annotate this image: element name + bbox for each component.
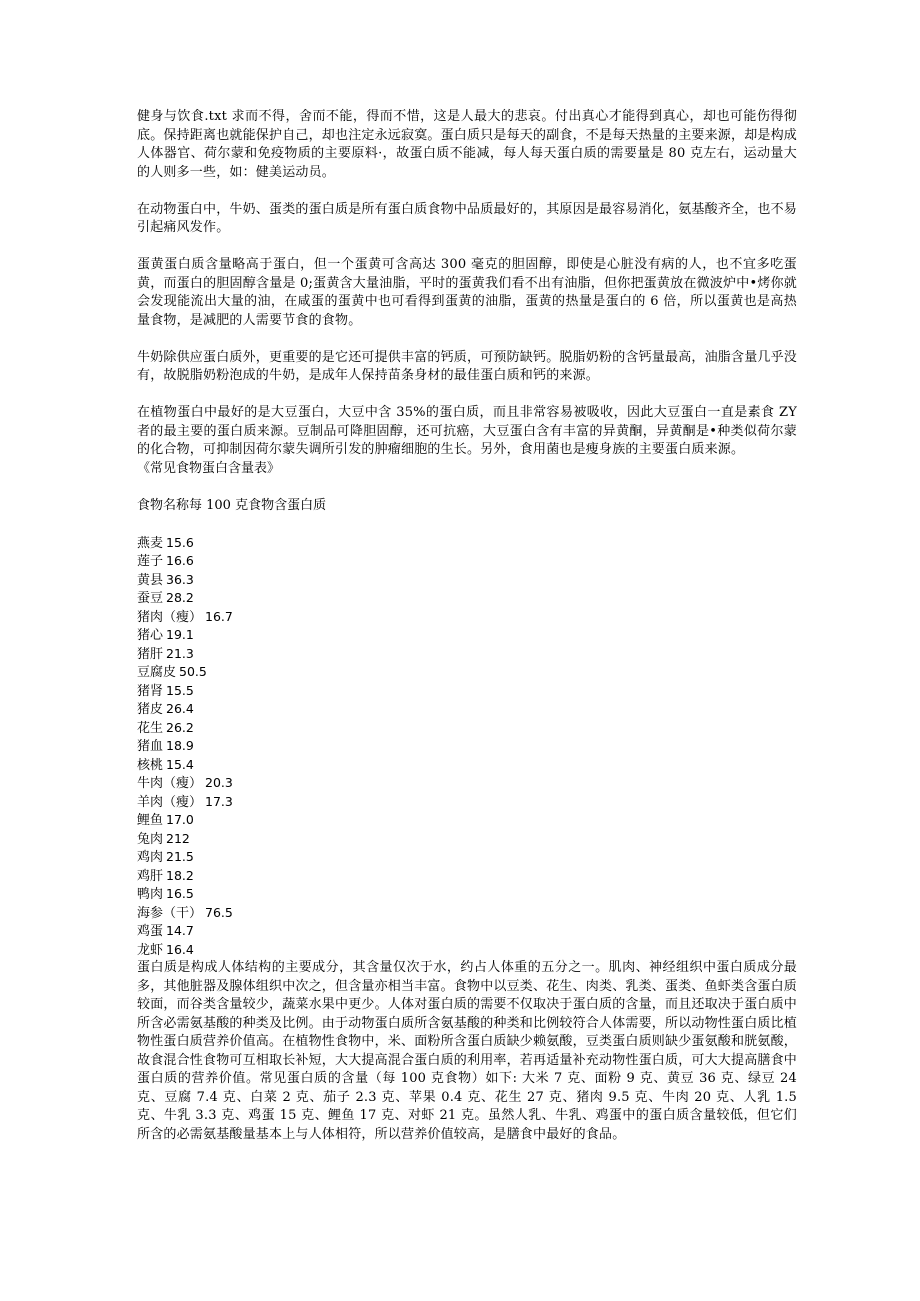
food-name: 莲子 bbox=[137, 554, 164, 569]
food-name: 蚕豆 bbox=[137, 591, 164, 606]
list-item bbox=[137, 608, 797, 627]
list-item bbox=[137, 941, 797, 960]
food-protein-value: 26.2 bbox=[166, 719, 194, 735]
paragraph-plant-protein: 在植物蛋白中最好的是大豆蛋白，大豆中含 35%的蛋白质，而且非常容易被吸收，因此大豆蛋白一直是素食 ZY 者的最主要的蛋白质来源。豆制品可降胆固醇，还可抗癌，大豆蛋白含有丰富的异黄酮，异黄酮是•种类似荷尔蒙的化合物，可抑制因荷尔蒙失调所引发的肿瘤细胞的生长。另外，食用菌也是瘦身族的主要蛋白质来源。 bbox=[137, 405, 797, 457]
table-header: 食物名称每 100 克食物含蛋白质 bbox=[137, 497, 327, 513]
list-item bbox=[137, 922, 797, 941]
food-name: 核桃 bbox=[137, 757, 164, 773]
list-item bbox=[137, 848, 797, 867]
food-protein-value: 16.4 bbox=[166, 941, 194, 957]
food-protein-value: 16.5 bbox=[166, 886, 194, 901]
food-name: 海参（干） bbox=[137, 905, 203, 921]
list-item bbox=[137, 737, 797, 756]
list-item bbox=[137, 719, 797, 738]
food-protein-value: 212 bbox=[166, 830, 190, 846]
list-item bbox=[137, 626, 797, 645]
food-name: 豆腐皮 bbox=[137, 665, 177, 680]
food-protein-value: 15.5 bbox=[166, 682, 194, 698]
food-name: 牛肉（瘦） bbox=[137, 776, 203, 791]
food-protein-value: 15.6 bbox=[166, 534, 194, 550]
food-protein-value: 26.4 bbox=[166, 701, 194, 716]
list-item bbox=[137, 867, 797, 886]
list-item bbox=[137, 552, 797, 571]
food-protein-value: 17.3 bbox=[205, 793, 233, 809]
food-name: 燕麦 bbox=[137, 535, 164, 551]
food-name: 鲤鱼 bbox=[137, 813, 164, 828]
food-protein-value: 16.6 bbox=[166, 553, 194, 568]
food-name: 猪血 bbox=[137, 739, 164, 754]
food-protein-value: 20.3 bbox=[205, 775, 233, 790]
food-protein-value: 17.0 bbox=[166, 812, 194, 827]
list-item bbox=[137, 534, 797, 553]
food-name: 猪肝 bbox=[137, 646, 164, 662]
document-page bbox=[137, 108, 797, 1144]
list-item bbox=[137, 589, 797, 608]
food-protein-value: 28.2 bbox=[166, 590, 194, 605]
list-item bbox=[137, 682, 797, 701]
list-item bbox=[137, 645, 797, 664]
food-name: 猪皮 bbox=[137, 702, 164, 717]
food-protein-value: 18.2 bbox=[166, 867, 194, 883]
food-protein-value: 18.9 bbox=[166, 738, 194, 753]
list-item bbox=[137, 830, 797, 849]
list-item bbox=[137, 793, 797, 812]
food-protein-value: 76.5 bbox=[205, 904, 233, 920]
list-item bbox=[137, 774, 797, 793]
food-name: 鸡肉 bbox=[137, 850, 164, 865]
list-item bbox=[137, 700, 797, 719]
list-item bbox=[137, 756, 797, 775]
food-name: 鸭肉 bbox=[137, 887, 164, 902]
food-protein-value: 16.7 bbox=[205, 608, 233, 624]
paragraph-egg-yolk: 蛋黄蛋白质含量略高于蛋白，但一个蛋黄可含高达 300 毫克的胆固醇，即使是心脏没有病的人，也不宜多吃蛋黄，而蛋白的胆固醇含量是 0;蛋黄含大量油脂，平时的蛋黄我们看不出有油脂，但你把蛋黄放在微波炉中•烤你就会发现能流出大量的油，在咸蛋的蛋黄中也可看得到蛋黄的油脂，蛋黄的热量是蛋白的 6 倍，所以蛋黄也是高热量食物，是减肥的人需要节食的食物。 bbox=[137, 257, 797, 328]
food-protein-value: 36.3 bbox=[166, 571, 194, 587]
food-protein-value: 15.4 bbox=[166, 756, 194, 772]
food-name: 兔肉 bbox=[137, 831, 164, 847]
list-item bbox=[137, 811, 797, 830]
list-item bbox=[137, 663, 797, 682]
food-protein-value: 14.7 bbox=[166, 923, 194, 938]
list-item bbox=[137, 571, 797, 590]
food-name: 猪心 bbox=[137, 628, 164, 643]
food-name: 鸡肝 bbox=[137, 868, 164, 884]
food-name: 黄县 bbox=[137, 572, 164, 588]
table-title: 《常见食物蛋白含量表》 bbox=[137, 460, 281, 476]
food-protein-value: 21.3 bbox=[166, 645, 194, 661]
paragraph-milk: 牛奶除供应蛋白质外，更重要的是它还可提供丰富的钙质，可预防缺钙。脱脂奶粉的含钙量最高，油脂含量几乎没有，故脱脂奶粉泡成的牛奶，是成年人保持苗条身材的最佳蛋白质和钙的来源。 bbox=[137, 349, 798, 383]
paragraph-intro: 健身与饮食.txt 求而不得，舍而不能，得而不惜，这是人最大的悲哀。付出真心才能得到真心，却也可能伤得彻底。保持距离也就能保护自己，却也注定永远寂寞。蛋白质只是每天的副食，不是每天热量的主要来源，却是构成人体器官、荷尔蒙和免疫物质的主要原料·，故蛋白质不能减，每人每天蛋白质的需要量是 80 克左右，运动量大的人则多一些，如：健美运动员。 bbox=[137, 109, 798, 180]
food-name: 猪肾 bbox=[137, 683, 164, 699]
food-protein-list bbox=[137, 534, 797, 960]
paragraph-animal-protein: 在动物蛋白中，牛奶、蛋类的蛋白质是所有蛋白质食物中品质最好的，其原因是最容易消化，氨基酸齐全，也不易引起痛风发作。 bbox=[137, 201, 798, 235]
food-protein-value: 50.5 bbox=[179, 664, 207, 679]
food-name: 猪肉（瘦） bbox=[137, 609, 203, 625]
paragraph-closing: 蛋白质是构成人体结构的主要成分，其含量仅次于水，约占人体重的五分之一。肌肉、神经组织中蛋白质成分最多，其他脏器及腺体组织中次之，但含量亦相当丰富。食物中以豆类、花生、肉类、乳类、蛋类、鱼虾类含蛋白质较面，而谷类含量较少，蔬菜水果中更少。人体对蛋白质的需要不仅取决于蛋白质的含量，而且还取决于蛋白质中所含必需氨基酸的种类及比例。由于动物蛋白质所含氨基酸的种类和比例较符合人体需要，所以动物性蛋白质比植物性蛋白质营养价值高。在植物性食物中，米、面粉所含蛋白质缺少赖氨酸，豆类蛋白质则缺少蛋氨酸和胱氨酸，故食混合性食物可互相取长补短，大大提高混合蛋白质的利用率，若再适量补充动物性蛋白质，可大大提高膳食中蛋白质的营养价值。常见蛋白质的含量（每 100 克食物）如下: 大米 7 克、面粉 9 克、黄豆 36 克、绿豆 24 克、豆腐 7.4 克、白菜 2 克、茄子 2.3 克、苹果 0.4 克、花生 27 克、猪肉 9.5 克、牛肉 20 克、人乳 1.5 克、牛乳 3.3 克、鸡蛋 15 克、鲤鱼 17 克、对虾 21 克。虽然人乳、牛乳、鸡蛋中的蛋白质含量较低，但它们所含的必需氨基酸量基本上与人体相符，所以营养价值较高，是膳食中最好的食品。 bbox=[137, 960, 798, 1142]
list-item bbox=[137, 904, 797, 923]
food-protein-value: 19.1 bbox=[166, 627, 194, 642]
food-name: 鸡蛋 bbox=[137, 924, 164, 939]
food-protein-value: 21.5 bbox=[166, 849, 194, 864]
food-name: 龙虾 bbox=[137, 942, 164, 958]
food-name: 羊肉（瘦） bbox=[137, 794, 203, 810]
list-item bbox=[137, 885, 797, 904]
food-name: 花生 bbox=[137, 720, 164, 736]
